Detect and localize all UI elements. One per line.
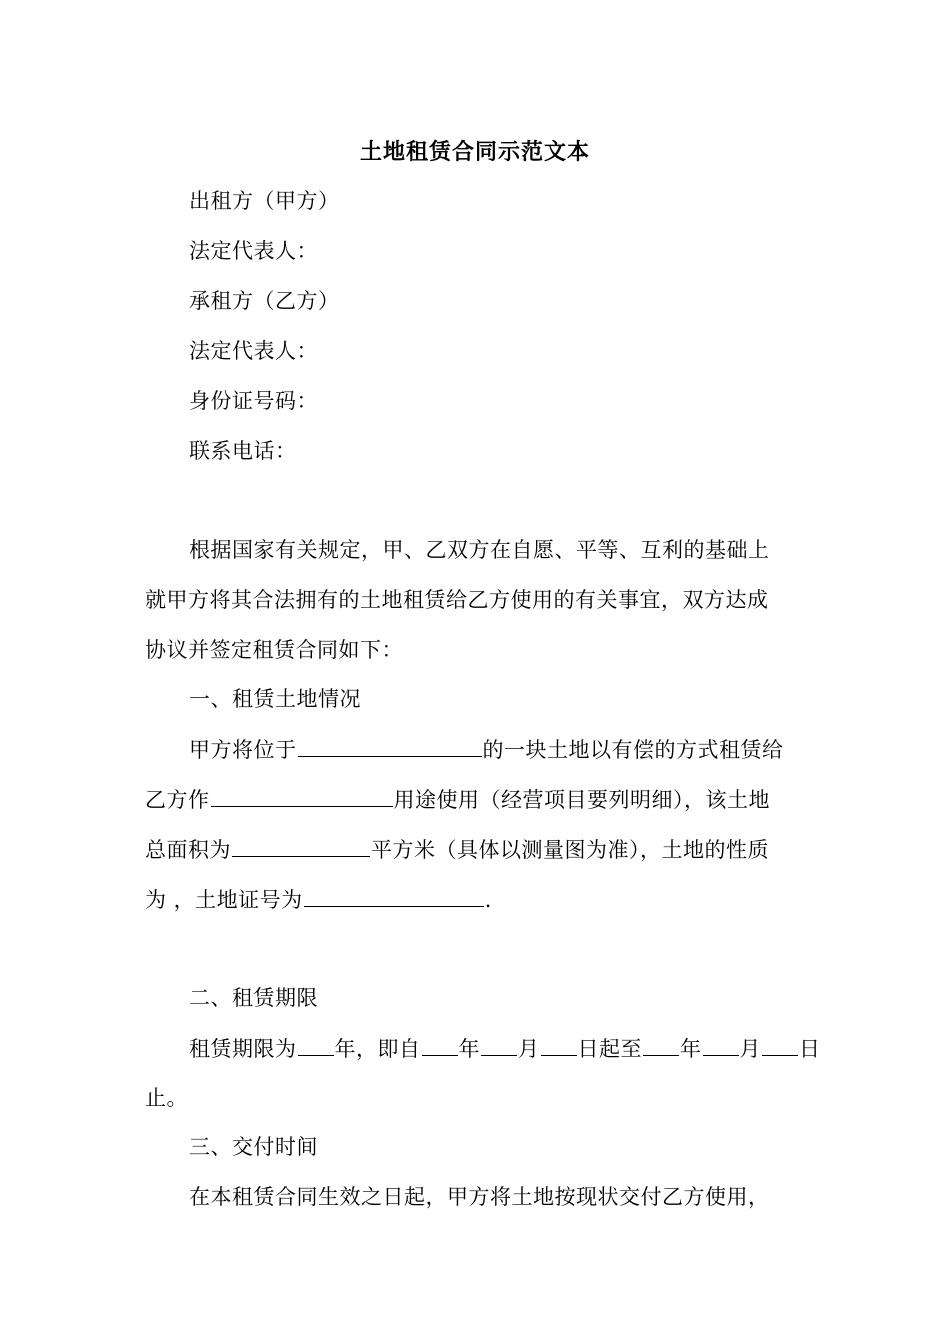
end-month-blank — [703, 1033, 739, 1056]
lessor-representative-label: 法定代表人： — [189, 239, 318, 263]
preamble-line: 根据国家有关规定，甲、乙双方在自愿、平等、互利的基础上 — [189, 538, 770, 562]
clause-text: . — [484, 888, 492, 912]
purpose-blank — [211, 784, 393, 807]
lessee-representative-label: 法定代表人： — [189, 339, 318, 363]
preamble-line: 就甲方将其合法拥有的土地租赁给乙方使用的有关事宜，双方达成 — [145, 588, 769, 612]
start-year-blank — [422, 1033, 458, 1056]
document-title: 土地租赁合同示范文本 — [359, 139, 590, 165]
delivery-line: 在本租赁合同生效之日起，甲方将土地按现状交付乙方使用， — [189, 1185, 770, 1209]
preamble-line: 协议并签定租赁合同如下： — [145, 638, 403, 662]
id-number-label: 身份证号码： — [189, 389, 318, 413]
section-heading: 一、租赁土地情况 — [189, 687, 361, 711]
land-certificate-blank — [304, 884, 484, 907]
term-end-text: 止。 — [145, 1086, 188, 1110]
lessor-label: 出租方（甲方） — [189, 189, 340, 213]
section1-line-3 — [145, 834, 810, 865]
years-blank — [298, 1033, 334, 1056]
term-text: 年 — [680, 1037, 702, 1061]
phone-label: 联系电话： — [189, 439, 297, 463]
section1-line-2 — [145, 784, 810, 815]
term-text: 年，即自 — [334, 1037, 421, 1061]
section1-line-1 — [189, 734, 854, 765]
clause-text: 平方米（具体以测量图为准），土地的性质 — [371, 838, 769, 862]
clause-text: 的一块土地以有偿的方式租赁给 — [482, 738, 784, 762]
section-heading: 二、租赁期限 — [189, 986, 318, 1010]
end-day-blank — [762, 1033, 798, 1056]
term-line — [189, 1033, 854, 1064]
clause-text: 为 ，土地证号为 — [145, 888, 303, 912]
term-text: 租赁期限为 — [189, 1037, 297, 1061]
clause-text: 甲方将位于 — [189, 738, 297, 762]
section-heading: 三、交付时间 — [189, 1135, 318, 1159]
area-blank — [232, 834, 370, 857]
term-text: 日起至 — [577, 1037, 642, 1061]
start-month-blank — [481, 1033, 517, 1056]
lessee-label: 承租方（乙方） — [189, 289, 340, 313]
term-text: 月 — [518, 1037, 540, 1061]
clause-text: 用途使用（经营项目要列明细），该土地 — [393, 788, 770, 812]
end-year-blank — [643, 1033, 679, 1056]
clause-text: 总面积为 — [145, 838, 231, 862]
term-text: 年 — [458, 1037, 480, 1061]
location-blank — [298, 734, 482, 757]
term-text: 日 — [799, 1037, 821, 1061]
term-text: 月 — [739, 1037, 761, 1061]
section1-line-4 — [145, 884, 810, 915]
clause-text: 乙方作 — [145, 788, 210, 812]
start-day-blank — [541, 1033, 577, 1056]
